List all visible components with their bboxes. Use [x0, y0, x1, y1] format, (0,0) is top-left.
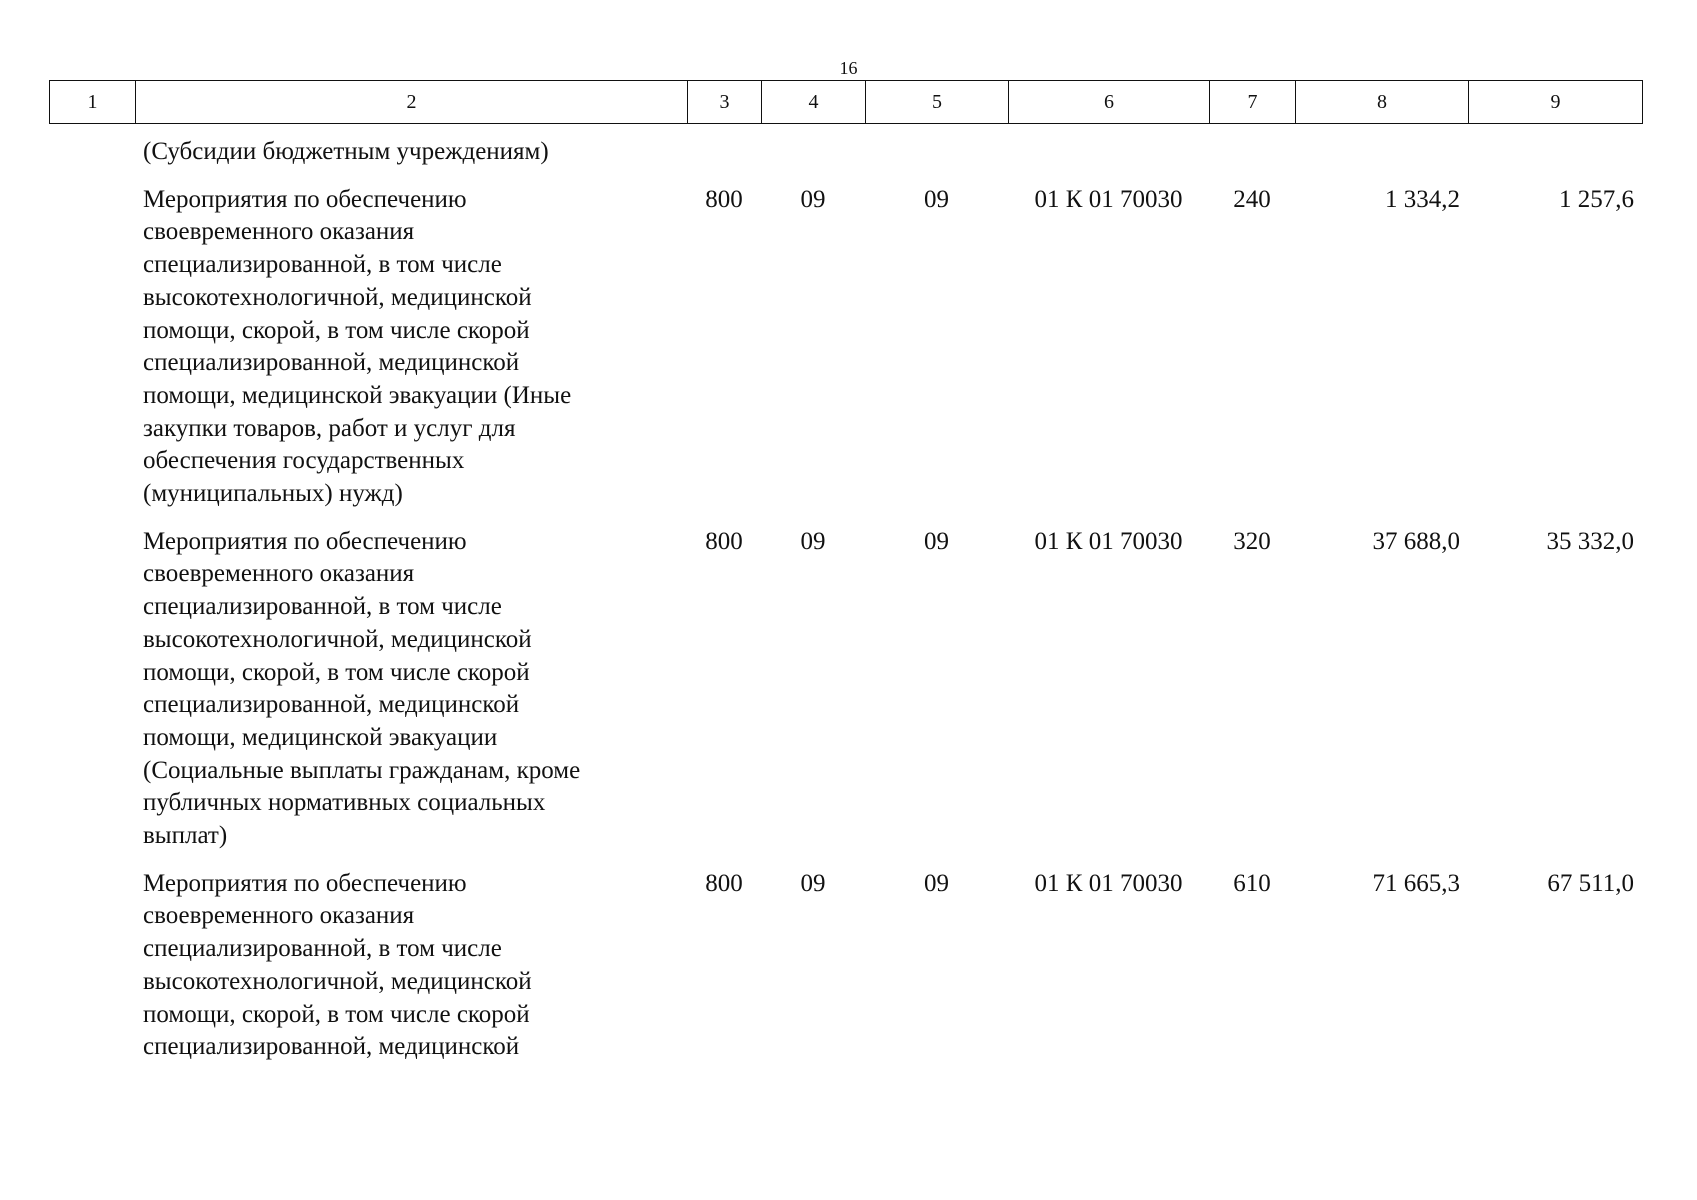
- column-header-4: 4: [762, 81, 866, 124]
- column-header-2: 2: [136, 81, 688, 124]
- cell-col-6: 01 К 01 70030: [1034, 185, 1183, 213]
- cell-description: Мероприятия по обеспечению своевременного оказания специализированной, в том числе высокотехнологичной, медицинской помощи, скорой, в том числе скорой специализированной, медицинской: [143, 869, 532, 1061]
- table-row: [49, 136, 1642, 169]
- table-row: [49, 184, 1642, 511]
- cell-col-3: [687, 136, 761, 169]
- cell-col-8: 37 688,0: [1372, 527, 1460, 555]
- column-header-1: 1: [50, 81, 136, 124]
- cell-col-1: [49, 868, 135, 1064]
- cell-col-4: 09: [800, 185, 826, 213]
- cell-col-3: 800: [705, 527, 743, 555]
- cell-col-4: [761, 136, 865, 169]
- page-number: 16: [839, 58, 858, 78]
- cell-col-3: 800: [705, 869, 743, 897]
- cell-description: Мероприятия по обеспечению своевременного оказания специализированной, в том числе высокотехнологичной, медицинской помощи, скорой, в том числе скорой специализированной, медицинской помощи, медицинской эвакуации (Социальные выплаты гражданам, кроме публичных нормативных социальных выплат): [143, 527, 581, 850]
- cell-col-9: 1 257,6: [1559, 185, 1634, 213]
- column-header-7: 7: [1210, 81, 1296, 124]
- cell-col-7: 240: [1233, 185, 1271, 213]
- cell-col-5: [865, 136, 1008, 169]
- cell-col-7: [1209, 136, 1295, 169]
- cell-col-1: [49, 136, 135, 169]
- column-header-3: 3: [688, 81, 762, 124]
- cell-col-9: 67 511,0: [1547, 869, 1634, 897]
- column-header-5: 5: [866, 81, 1009, 124]
- cell-col-8: 1 334,2: [1385, 185, 1460, 213]
- column-header-9: 9: [1469, 81, 1643, 124]
- column-header-row: [50, 81, 1643, 124]
- cell-col-5: 09: [924, 185, 949, 213]
- table-body: [49, 136, 1642, 1079]
- cell-col-1: [49, 526, 135, 853]
- cell-col-6: [1008, 136, 1209, 169]
- cell-col-5: 09: [924, 869, 949, 897]
- cell-col-9: [1468, 136, 1642, 169]
- cell-description: (Субсидии бюджетным учреждениям): [143, 138, 549, 165]
- column-header-6: 6: [1009, 81, 1210, 124]
- cell-description: Мероприятия по обеспечению своевременного оказания специализированной, в том числе высокотехнологичной, медицинской помощи, скорой, в том числе скорой специализированной, медицинской помощи, медицинской эвакуации (Иные закупки товаров, работ и услуг для обеспечения государственных (муниципальных) нужд): [143, 185, 572, 508]
- table-row: [49, 868, 1642, 1064]
- cell-col-5: 09: [924, 527, 949, 555]
- cell-col-7: 320: [1233, 527, 1271, 555]
- column-header-8: 8: [1296, 81, 1469, 124]
- cell-col-6: 01 К 01 70030: [1034, 869, 1183, 897]
- cell-col-1: [49, 184, 135, 511]
- cell-col-8: [1295, 136, 1468, 169]
- cell-col-6: 01 К 01 70030: [1034, 527, 1183, 555]
- cell-col-4: 09: [800, 869, 826, 897]
- cell-col-8: 71 665,3: [1372, 869, 1460, 897]
- cell-col-4: 09: [800, 527, 826, 555]
- table-row: [49, 526, 1642, 853]
- column-header-table: [49, 80, 1643, 124]
- cell-col-9: 35 332,0: [1546, 527, 1634, 555]
- cell-col-7: 610: [1233, 869, 1271, 897]
- cell-col-3: 800: [705, 185, 743, 213]
